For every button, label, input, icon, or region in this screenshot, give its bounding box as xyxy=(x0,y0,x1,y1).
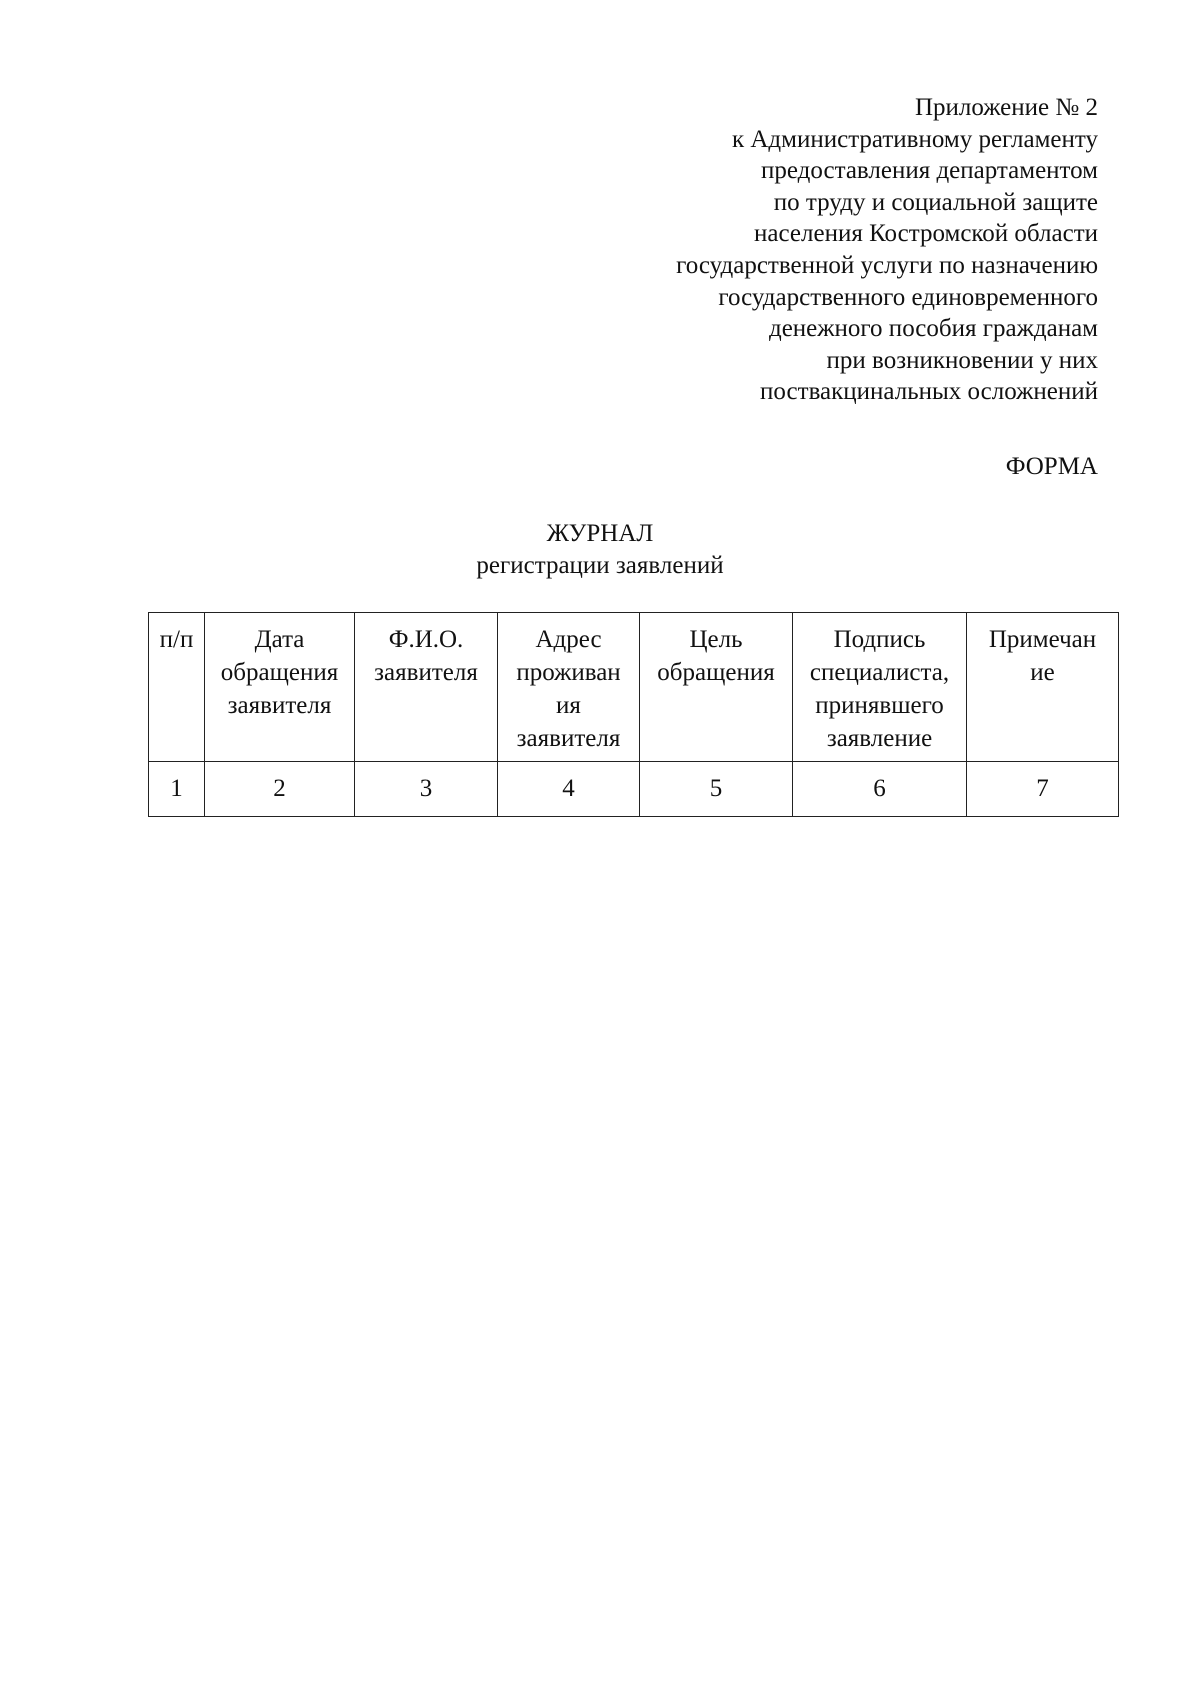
appendix-line-8: денежного пособия гражданам xyxy=(768,315,1098,343)
appendix-line-5: населения Костромской области xyxy=(754,220,1098,248)
header-cell-name: Ф.И.О. заявителя xyxy=(355,613,498,762)
appendix-header xyxy=(538,92,1098,408)
column-number-cell: 7 xyxy=(967,762,1119,817)
header-cell-note: Примечан ие xyxy=(967,613,1119,762)
column-number-cell: 6 xyxy=(793,762,967,817)
column-number-cell: 1 xyxy=(149,762,205,817)
header-cell-date: Дата обращения заявителя xyxy=(205,613,355,762)
column-number-cell: 4 xyxy=(498,762,640,817)
header-cell-number: п/п xyxy=(149,613,205,762)
appendix-line-4: по труду и социальной защите xyxy=(773,188,1098,216)
journal-subtitle: регистрации заявлений xyxy=(476,552,724,579)
column-number-cell: 3 xyxy=(355,762,498,817)
journal-title-block xyxy=(0,518,1200,582)
table-row-column-numbers xyxy=(149,762,1119,817)
header-cell-address: Адрес проживан ия заявителя xyxy=(498,613,640,762)
appendix-line-1: Приложение № 2 xyxy=(914,94,1098,121)
appendix-line-6: государственной услуги по назначению xyxy=(676,251,1098,279)
journal-title: ЖУРНАЛ xyxy=(546,520,654,547)
header-cell-purpose: Цель обращения xyxy=(640,613,793,762)
appendix-line-7: государственного единовременного xyxy=(718,283,1098,311)
column-number-cell: 5 xyxy=(640,762,793,817)
appendix-line-9: при возникновении у них xyxy=(826,346,1098,374)
registration-journal-table xyxy=(148,612,1119,817)
form-label: ФОРМА xyxy=(1005,453,1098,480)
appendix-line-3: предоставления департаментом xyxy=(761,157,1098,185)
table-header-row xyxy=(149,613,1119,762)
appendix-line-2: к Административному регламенту xyxy=(731,125,1098,153)
appendix-line-10: поствакцинальных осложнений xyxy=(760,378,1098,406)
header-cell-signature: Подпись специалиста, принявшего заявление xyxy=(793,613,967,762)
column-number-cell: 2 xyxy=(205,762,355,817)
